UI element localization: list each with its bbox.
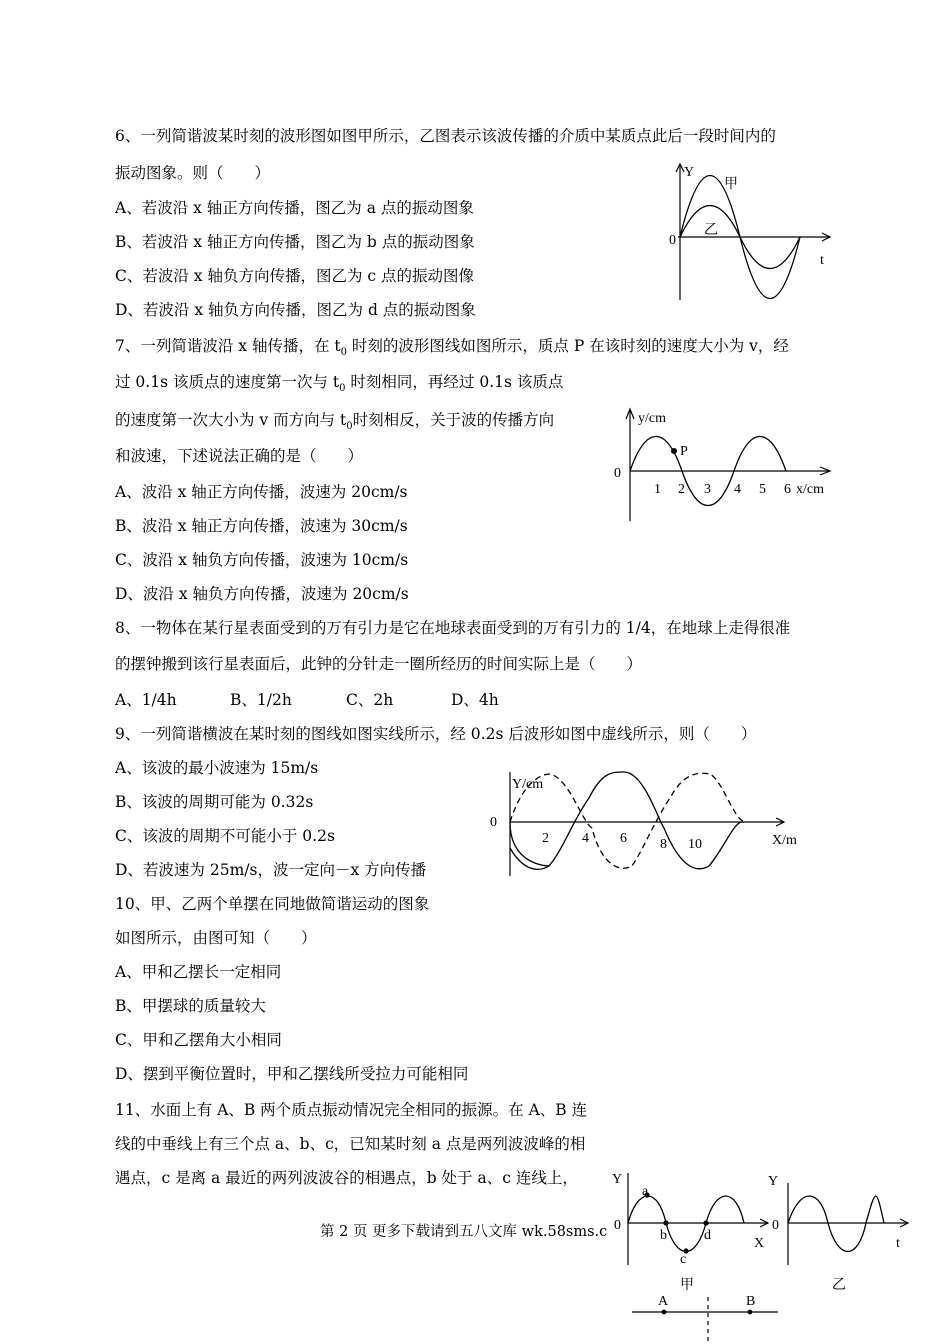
q6-stem-line1: 6、一列简谐波某时刻的波形图如图甲所示，乙图表示该波传播的介质中某质点此后一段时间内的: [115, 127, 776, 145]
q11-stem-line1: 11、水面上有 A、B 两个质点振动情况完全相同的振源。在 A、B 连: [115, 1101, 588, 1119]
q7-fig-tick-5: 5: [759, 482, 766, 497]
page-footer: 第 2 页 更多下载请到五八文库 wk.58sms.c: [320, 1224, 608, 1240]
q7-fig-p-label: P: [680, 444, 688, 459]
q7-fig-tick-1: 1: [654, 482, 661, 497]
q6-option-a: A、若波沿 x 轴正方向传播，图乙为 a 点的振动图象: [115, 199, 474, 217]
q6-option-c: C、若波沿 x 轴负方向传播，图乙为 c 点的振动图像: [115, 267, 474, 285]
q7-fig-tick-3: 3: [704, 482, 711, 497]
q9-option-d: D、若波速为 25m/s，波一定向－x 方向传播: [115, 861, 427, 879]
q7-stem-line1: 7、一列简谐波沿 x 轴传播，在 $t_0$ 时刻的波形图线如图所示，质点 P 在该时刻的速度大小为 v，经: [115, 337, 789, 359]
q9-fig-tick-10: 10: [688, 837, 702, 852]
q9-option-c: C、该波的周期不可能小于 0.2s: [115, 827, 335, 845]
q10-stem-line2: 如图所示，由图可知（ ）: [115, 929, 317, 947]
q11-fig-origin: 0: [614, 1218, 621, 1233]
q6-figure: [660, 160, 840, 305]
q10-option-b: B、甲摆球的质量较大: [115, 997, 266, 1015]
q11-fig-d-label: d: [704, 1228, 711, 1243]
q7-fig-tick-2: 2: [678, 482, 685, 497]
q9-option-a: A、该波的最小波速为 15m/s: [115, 759, 319, 777]
q8-option-b: B、1/2h: [230, 691, 292, 709]
q9-figure: [484, 768, 814, 878]
q6-option-d: D、若波沿 x 轴负方向传播，图乙为 d 点的振动图象: [115, 301, 476, 319]
q8-option-c: C、2h: [346, 691, 394, 709]
q8-option-d: D、4h: [451, 691, 499, 709]
q9-stem: 9、一列简谐横波在某时刻的图线如图实线所示，经 0.2s 后波形如图中虚线所示，则（ ）: [115, 725, 757, 743]
q11-fig-x-label: X: [754, 1236, 765, 1251]
q6-fig-origin: 0: [669, 233, 676, 248]
q6-fig-yi-label: 乙: [704, 223, 718, 238]
q9-fig-tick-8: 8: [660, 837, 667, 852]
q9-fig-tick-6: 6: [620, 831, 627, 846]
q11-fig-yi-label: 乙: [832, 1278, 846, 1293]
q11-fig-origin2: 0: [772, 1218, 779, 1233]
q9-fig-x-label: X/m: [772, 833, 797, 848]
q7-stem-line2: 过 0.1s 该质点的速度第一次与 $t_0$ 时刻相同，再经过 0.1s 该质点: [115, 373, 564, 395]
q11-fig-y2-label: Y: [768, 1174, 779, 1189]
q9-fig-y-label: Y/cm: [512, 777, 544, 792]
q7-stem-line3: 的速度第一次大小为 v 而方向与 $t_0$时刻相反，关于波的传播方向: [115, 411, 555, 433]
q11-fig-t-label: t: [896, 1236, 900, 1251]
q7-option-a: A、波沿 x 轴正方向传播，波速为 20cm/s: [115, 483, 408, 501]
q6-fig-y-label: Y: [684, 165, 695, 180]
q9-fig-tick-4: 4: [582, 831, 589, 846]
q7-stem-line4: 和波速，下述说法正确的是（ ）: [115, 447, 364, 465]
q7-fig-origin: 0: [614, 466, 621, 481]
q10-option-d: D、摆到平衡位置时，甲和乙摆线所受拉力可能相同: [115, 1065, 469, 1083]
q7-option-c: C、波沿 x 轴负方向传播，波速为 10cm/s: [115, 551, 409, 569]
q11-stem-line2: 线的中垂线上有三个点 a、b、c，已知某时刻 a 点是两列波波峰的相: [115, 1135, 586, 1153]
q9-option-b: B、该波的周期可能为 0.32s: [115, 793, 314, 811]
q7-fig-y-label: y/cm: [638, 411, 666, 426]
q7-fig-tick-4: 4: [734, 482, 741, 497]
q10-option-a: A、甲和乙摆长一定相同: [115, 963, 282, 981]
q7-fig-x-label: x/cm: [796, 482, 824, 497]
q9-fig-origin: 0: [490, 815, 497, 830]
q11-fig-B-label: B: [746, 1294, 756, 1309]
q10-stem-line1: 10、甲、乙两个单摆在同地做简谐运动的图象: [115, 895, 430, 913]
q6-fig-t-label: t: [820, 253, 824, 268]
q7-fig-tick-6: 6: [784, 482, 791, 497]
q7-option-b: B、波沿 x 轴正方向传播，波速为 30cm/s: [115, 517, 408, 535]
q8-option-a: A、1/4h: [115, 691, 177, 709]
q8-stem-line2: 的摆钟搬到该行星表面后，此钟的分针走一圈所经历的时间实际上是（ ）: [115, 655, 643, 673]
q7-figure: [608, 405, 838, 523]
q11-fig-c-label: c: [680, 1252, 687, 1267]
q6-fig-jia-label: 甲: [724, 177, 738, 192]
q11-stem-line3: 遇点，c 是离 a 最近的两列波波谷的相遇点，b 处于 a、c 连线上，: [115, 1169, 578, 1187]
q11-fig-y-label: Y: [612, 1172, 623, 1187]
q11-fig-A-label: A: [658, 1294, 669, 1309]
q7-option-d: D、波沿 x 轴负方向传播，波速为 20cm/s: [115, 585, 409, 603]
q10-option-c: C、甲和乙摆角大小相同: [115, 1031, 282, 1049]
q11-figure: [608, 1165, 918, 1344]
q8-stem-line1: 8、一物体在某行星表面受到的万有引力是它在地球表面受到的万有引力的 1/4，在地球上走得很准: [115, 619, 791, 637]
q9-fig-tick-2: 2: [542, 831, 549, 846]
q11-fig-b-label: b: [660, 1228, 667, 1243]
q7-fig-point-p: [671, 448, 677, 454]
q11-fig-jia-label: 甲: [680, 1278, 694, 1293]
q11-fig-a-label: a: [642, 1184, 649, 1199]
q6-stem-line2: 振动图象。则（ ）: [115, 164, 271, 182]
q6-option-b: B、若波沿 x 轴正方向传播，图乙为 b 点的振动图象: [115, 233, 475, 251]
